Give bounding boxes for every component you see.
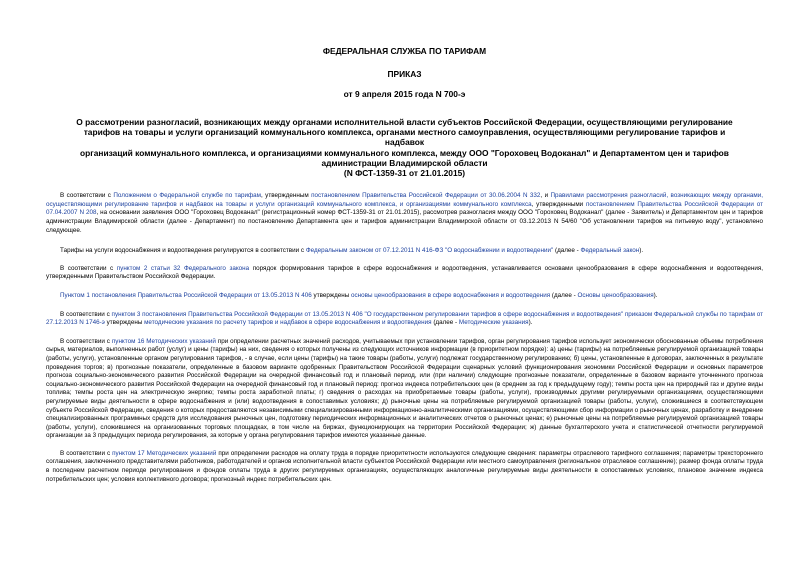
link-methodical-guidelines[interactable]: методические указания по расчету тарифов и надбавок в сфере водоснабжения и водоотведения xyxy=(144,319,432,327)
link-federal-law-416[interactable]: Федеральным законом от 07.12.2011 N 416-ФЗ "О водоснабжении и водоотведении" xyxy=(305,247,554,255)
paragraph-methodical-guidelines xyxy=(46,311,763,328)
link-methodical-guidelines-short[interactable]: Методические указания xyxy=(458,319,529,327)
link-item-16[interactable]: пунктом 16 Методических указаний xyxy=(111,337,216,345)
subject-line: организаций коммунального комплекса, и организациями коммунального комплекса, между ООО "Гороховец Водоканал" и Департаментом цен и тарифов xyxy=(80,147,729,158)
link-pricing-basics[interactable]: основы ценообразования в сфере водоснабжения и водоотведения xyxy=(351,291,551,299)
link-item-17[interactable]: пунктом 17 Методических указаний xyxy=(112,449,217,457)
text-run: , и xyxy=(540,192,551,200)
link-fst-regulation[interactable]: Положением о Федеральной службе по тарифам xyxy=(113,192,261,200)
link-disputes-rules[interactable]: Правилами рассмотрения разногласий, возникающих между органами, осуществляющими регулирование тарифов и надбавок на товары и услуги организаций коммунального комплекса, и организациями коммунального комплекса xyxy=(46,192,763,208)
paragraph-item-17 xyxy=(46,450,763,484)
document-date-number: от 9 апреля 2015 года N 700-э xyxy=(343,89,466,99)
link-federal-law[interactable]: Федеральный закон xyxy=(580,247,640,255)
link-resolution-332[interactable]: постановлением Правительства Российской Федерации от 30.06.2004 N 332 xyxy=(311,192,541,200)
text-run: , утвержденным xyxy=(261,192,312,200)
paragraph-pricing-basics xyxy=(46,292,763,301)
text-run: Тарифы на услуги водоснабжения и водоотведения регулируются в соответствии с xyxy=(60,247,306,255)
text-run: (далее - xyxy=(550,291,578,299)
paragraph-tariffs-regulation xyxy=(46,247,763,256)
text-run: (далее - xyxy=(553,247,581,255)
text-run: В соответствии с xyxy=(60,264,117,272)
text-run: утверждены xyxy=(311,291,352,299)
paragraph-article-32 xyxy=(46,265,763,282)
text-run: , утвержденными xyxy=(531,200,586,208)
link-resolution-406-item-3[interactable]: пунктом 3 постановления Правительства Российской Федерации от 13.05.2013 N 406 "О государственном регулировании тарифов в сфере водоснабжения и водоотведения" приказом Федеральной службы по тарифам от 27.12.2013 N 1746-э xyxy=(46,310,763,327)
text-run: при определении расчетных значений расходов, учитываемых при установлении тарифов, орган регулирования тарифов использует экономически обоснованные объемы потребления сырья, материалов, выполненных работ (услуг) и цены (тарифы) на них, сведения о которых получены из следующих источников информации (в приоритетном порядке): а) цены (тарифы) на потребляемые регулируемой организацией товары (работы, услуги), установленные органом регулирования тарифов, - в случае, если цены (тарифы) на такие товары (работы, услуги) подлежат государственному регулированию; б) цены, установленные в договорах, заключенных в результате проведения торгов; в) прогнозные показатели, определенные в базовом варианте одобренных Правительством Российской Федерации сценарных условий функционирования экономики Российской Федерации и основных параметров прогноза социально-экономического развития Российской Федерации на очередной финансовый год и плановый период, или (при наличии) следующие прогнозные показатели, определенные в базовом варианте уточненного прогноза социально-экономического развития Российской Федерации на очередной финансовый год и плановый период: прогноз индекса потребительских цен (в среднем за год к предыдущему году); темпы роста цен на природный газ и другие виды топлива; темпы роста цен на электрическую энергию; темпы роста заработной платы; г) сведения о расходах на приобретаемые товары (работы, услуги), производимых другими регулируемыми организациями, осуществляющими регулируемые виды деятельности в сфере водоснабжения и (или) водоотведения в сопоставимых условиях; д) рыночные цены на потребляемые регулируемой организацией товары (работы, услуги), сложившиеся в соответствующем субъекте Российской Федерации, сведения о которых предоставляются независимыми специализированными информационно-аналитическими организациями, осуществляющими сбор информации о рыночных ценах, разработку и внедрение специализированных программных средств для исследования рыночных цен, подготовку периодических информационных и аналитических отчетов о рыночных ценах; е) рыночные цены на потребляемые регулируемой организацией товары (работы, услуги), сложившиеся на организованных торговых площадках, в том числе на биржах, функционирующих на территории Российской Федерации; ж) данные бухгалтерского учета и статистической отчетности регулируемой организации за 3 предыдущих периода регулирования, за которые у органа регулирования тарифов имеются указанные данные. xyxy=(46,337,764,440)
text-run: утверждены xyxy=(104,319,145,327)
subject-line: администрации Владимирской области xyxy=(321,157,488,168)
text-run: В соответствии с xyxy=(60,337,112,345)
link-resolution-208[interactable]: постановлением Правительства Российской Федерации от 07.04.2007 N 208 xyxy=(46,200,763,217)
link-resolution-406-item-1[interactable]: Пунктом 1 постановления Правительства Российской Федерации от 13.05.2013 N 406 xyxy=(60,291,312,299)
document-subject xyxy=(76,117,733,178)
subject-line: (N ФСТ-1359-31 от 21.01.2015) xyxy=(343,168,466,179)
paragraph-preamble xyxy=(46,192,763,235)
agency-title: ФЕДЕРАЛЬНАЯ СЛУЖБА ПО ТАРИФАМ xyxy=(322,46,487,56)
text-run: В соответствии с xyxy=(60,310,112,318)
text-run: при определении расходов на оплату труда в порядке приоритетности используются следующие сведения: параметры отраслевого тарифного соглашения; параметры трехстороннего соглашения, заключенного представителями работников, работодателей и органов исполнительной власти субъектов Российской Федерации или местного самоуправления (региональное отраслевое соглашение); размер фонда оплаты труда в последнем расчетном периоде регулирования и фондов оплаты труда в других регулируемых организациях, осуществляющих аналогичные регулируемые виды деятельности в сопоставимых условиях, плановое значение индекса потребительских цен; условия коллективного договора; прогнозный индекс потребительских цен. xyxy=(46,449,764,483)
document-type: ПРИКАЗ xyxy=(387,69,422,79)
link-article-32[interactable]: пунктом 2 статьи 32 Федерального закона xyxy=(116,264,250,272)
link-pricing-basics-short[interactable]: Основы ценообразования xyxy=(577,291,654,299)
text-run: ). xyxy=(528,319,533,327)
text-run: порядок формирования тарифов в сфере водоснабжения и водоотведения, устанавливается основами ценообразования в сфере водоснабжения и водоотведения, утвержденными Правительством Российской Федерации. xyxy=(46,264,764,281)
text-run: , на основании заявления ООО "Гороховец Водоканал" (регистрационный номер ФСТ-1359-31 от 21.01.2015), рассмотрев разногласия между ООО "Гороховец Водоканал" (далее - Заявитель) и Департаментом цен и тарифов администрации Владимирской области (далее - Департамент) по постановлению Департамента цен и тарифов администрации Владимирской области от 03.12.2013 N 54/60 "Об установлении тарифов на питьевую воду", установлено следующее. xyxy=(46,209,763,234)
text-run: В соответствии с xyxy=(60,449,113,457)
text-run: (далее - xyxy=(431,319,459,327)
text-run: В соответствии с xyxy=(60,192,114,200)
text-run: ). xyxy=(653,291,658,299)
paragraph-item-16 xyxy=(46,338,763,441)
subject-line: тарифов на товары и услуги организаций коммунального комплекса, органами местного самоуправления, осуществляющими регулирование тарифов и надбавок xyxy=(83,127,726,148)
subject-line: О рассмотрении разногласий, возникающих между органами исполнительной власти субъектов Российской Федерации, осуществляющими регулирование xyxy=(76,117,733,127)
text-run: ). xyxy=(639,247,644,255)
